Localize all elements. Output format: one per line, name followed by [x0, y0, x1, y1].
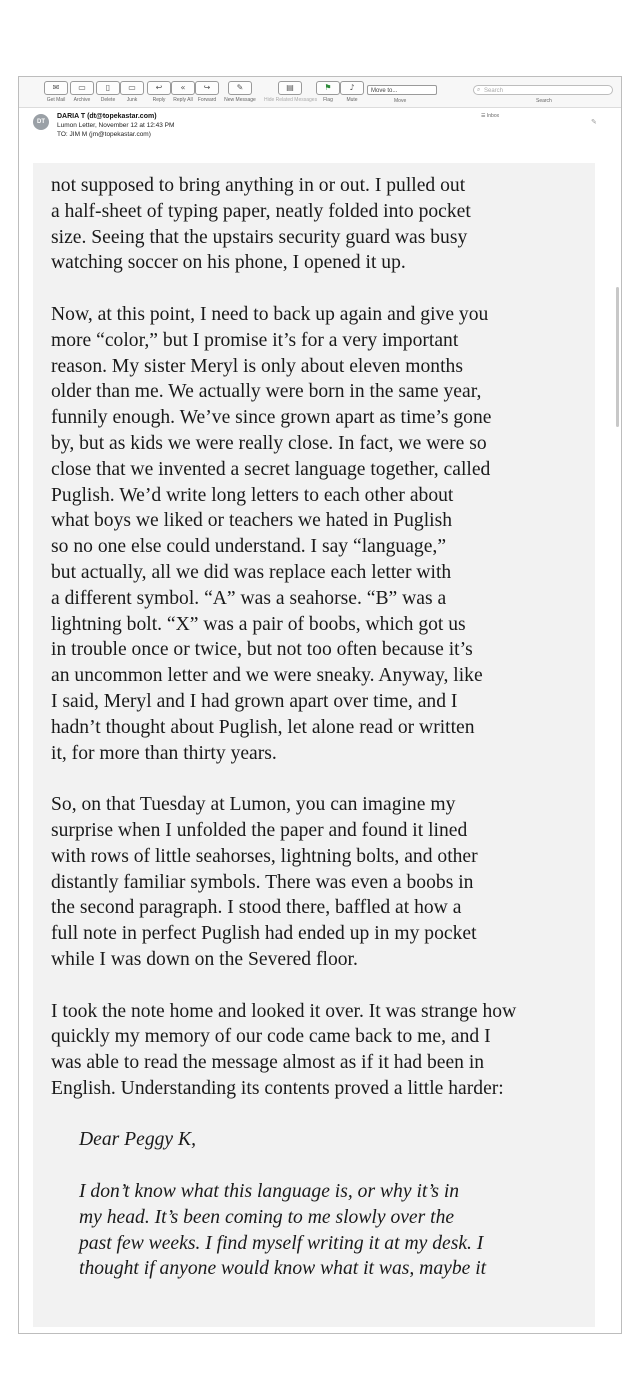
- letter-line: not supposed to bring anything in or out. I pulled out: [51, 175, 466, 196]
- scrollbar-thumb[interactable]: [616, 287, 619, 427]
- letter-text: [51, 173, 516, 1282]
- note-line: my head. It’s been coming to me slowly over the: [79, 1206, 455, 1228]
- mail-window: [18, 76, 622, 1334]
- compose-icon: ✎: [228, 81, 252, 95]
- search-placeholder: Search: [484, 88, 504, 94]
- paragraph-gap: [51, 766, 516, 792]
- letter-line: watching soccer on his phone, I opened it up.: [51, 252, 406, 274]
- letter-line: the second paragraph. I stood there, baffled at how a: [51, 897, 462, 919]
- letter-line: a different symbol. “A” was a seahorse. “B” was a: [51, 587, 447, 609]
- letter-line: reason. My sister Meryl is only about eleven months: [51, 355, 463, 377]
- hide-related-messages-button[interactable]: ▤ Hide Related Messages: [264, 83, 318, 103]
- letter-line: full note in perfect Puglish had ended up in my pocket: [51, 923, 477, 945]
- archive-button[interactable]: ▭ Archive: [69, 81, 95, 105]
- letter-line: but actually, all we did was replace each letter with: [51, 561, 452, 583]
- sender[interactable]: DARIA T (dt@topekastar.com): [57, 113, 157, 120]
- mail-toolbar: [19, 77, 621, 108]
- bell-icon: ♪: [340, 81, 364, 95]
- letter-line: So, on that Tuesday at Lumon, you can imagine my: [51, 794, 456, 816]
- letter-line: quickly my memory of our code came back to me, and I: [51, 1026, 491, 1048]
- letter-line: a half-sheet of typing paper, neatly folded into pocket: [51, 200, 471, 222]
- junk-icon: ▭: [120, 81, 144, 95]
- letter-line: English. Understanding its contents proved a little harder:: [51, 1077, 504, 1099]
- letter-line: lightning bolt. “X” was a pair of boobs, which got us: [51, 613, 466, 635]
- letter-line: was able to read the message almost as if it had been in: [51, 1052, 485, 1074]
- mailbox-tag: ☰ Inbox: [481, 113, 500, 119]
- note-line: I don’t know what this language is, or why it’s in: [79, 1181, 460, 1203]
- trash-icon: ▯: [96, 81, 120, 95]
- letter-line: by, but as kids we were really close. In fact, we were so: [51, 432, 487, 454]
- letter-line: more “color,” but I promise it’s for a very important: [51, 329, 459, 351]
- note-line: past few weeks. I find myself writing it at my desk. I: [79, 1232, 484, 1254]
- paragraph-gap: [51, 1102, 516, 1128]
- paragraph-gap: [51, 973, 516, 999]
- subject-line: Lumon Letter, November 12 at 12:43 PM: [57, 122, 175, 129]
- get-mail-button[interactable]: ✉ Get Mail: [41, 81, 71, 105]
- search-icon: ⌕: [477, 87, 481, 93]
- mute-button[interactable]: ♪ Mute: [340, 81, 364, 105]
- letter-line: so no one else could understand. I say “language,”: [51, 536, 447, 558]
- avatar: DT: [33, 114, 49, 130]
- reply-all-icon: «: [171, 81, 195, 95]
- new-message-button[interactable]: ✎ New Message: [224, 83, 256, 103]
- reply-icon: ↩: [147, 81, 171, 95]
- letter-line: it, for more than thirty years.: [51, 742, 277, 764]
- letter-line: an uncommon letter and we were sneaky. Anyway, like: [51, 665, 483, 687]
- note-line: thought if anyone would know what it was, maybe it: [79, 1258, 487, 1280]
- mailbox-tag-label: Inbox: [486, 113, 500, 119]
- letter-line: Now, at this point, I need to back up again and give you: [51, 303, 489, 325]
- related-icon: ▤: [278, 81, 302, 95]
- forward-button[interactable]: ↪ Forward: [194, 81, 220, 105]
- recipient[interactable]: TO: JIM M (jm@topekastar.com): [57, 131, 151, 138]
- letter-line: Puglish. We’d write long letters to each other about: [51, 484, 454, 506]
- letter-line: surprise when I unfolded the paper and found it lined: [51, 819, 468, 841]
- letter-line: older than me. We actually were born in the same year,: [51, 381, 482, 403]
- forward-icon: ↪: [195, 81, 219, 95]
- edit-icon[interactable]: ✎: [591, 119, 597, 126]
- archive-icon: ▭: [70, 81, 94, 95]
- flag-button[interactable]: ⚑ Flag: [315, 81, 341, 105]
- letter-line: in trouble once or twice, but not too often because it’s: [51, 639, 473, 661]
- letter-line: while I was down on the Severed floor.: [51, 948, 358, 970]
- reply-button[interactable]: ↩ Reply: [146, 81, 172, 105]
- flag-icon: ⚑: [316, 81, 340, 95]
- letter-line: with rows of little seahorses, lightning bolts, and other: [51, 845, 478, 867]
- paragraph-gap: [51, 276, 516, 302]
- move-label: Move: [394, 98, 407, 104]
- letter-line: I took the note home and looked it over. It was strange how: [51, 1000, 517, 1022]
- letter-image: [33, 163, 595, 1327]
- letter-line: close that we invented a secret language together, called: [51, 458, 491, 480]
- letter-line: size. Seeing that the upstairs security guard was busy: [51, 226, 468, 248]
- move-to-select[interactable]: Move to...: [367, 85, 437, 95]
- search-input[interactable]: [473, 85, 613, 95]
- search-label: Search: [536, 98, 552, 104]
- letter-line: funnily enough. We’ve since grown apart as time’s gone: [51, 407, 492, 429]
- envelope-icon: ✉: [44, 81, 68, 95]
- letter-line: I said, Meryl and I had grown apart over time, and I: [51, 690, 458, 712]
- reply-all-button[interactable]: « Reply All: [170, 81, 196, 105]
- letter-line: distantly familiar symbols. There was even a boobs in: [51, 871, 474, 893]
- delete-button[interactable]: ▯ Delete: [95, 81, 121, 105]
- junk-button[interactable]: ▭ Junk: [119, 81, 145, 105]
- paragraph-gap: [51, 1153, 516, 1179]
- note-salutation: Dear Peggy K,: [79, 1129, 196, 1151]
- letter-line: what boys we liked or teachers we hated in Puglish: [51, 510, 453, 532]
- message-header: [19, 108, 621, 148]
- letter-line: hadn’t thought about Puglish, let alone read or written: [51, 716, 475, 738]
